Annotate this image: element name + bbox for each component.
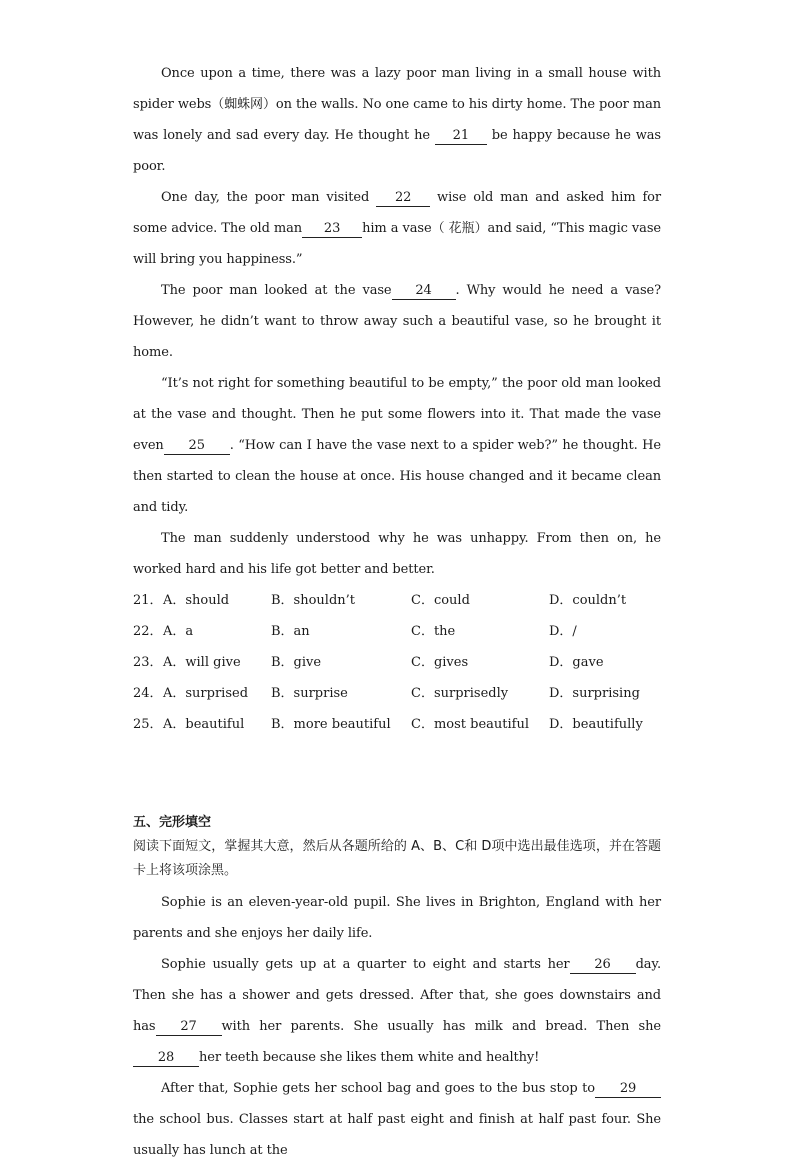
option-a[interactable]: A．beautiful	[163, 717, 245, 732]
option-a[interactable]: A．should	[163, 593, 230, 608]
paragraph: The man suddenly understood why he was unhappy. From then on, he worked hard and his life got better and better.	[133, 531, 661, 577]
paragraph-text: the school bus. Classes start at half past eight and finish at half past four. She usually has lunch at the	[133, 1112, 661, 1158]
question-number: 21．	[133, 593, 163, 608]
answer-options	[133, 585, 661, 740]
paragraph	[133, 58, 661, 182]
paragraph: Sophie is an eleven-year-old pupil. She lives in Brighton, England with her parents and she enjoys her daily life.	[133, 895, 661, 941]
question-number: 25．	[133, 717, 163, 732]
option-c[interactable]: C．could	[411, 593, 470, 608]
question-row	[133, 647, 661, 678]
paragraph-text: One day, the poor man visited	[161, 190, 377, 205]
paragraph	[133, 275, 661, 368]
blank-29[interactable]: 29	[595, 1081, 661, 1098]
paragraph-text: with her parents. She usually has milk and bread. Then she	[221, 1019, 661, 1034]
paragraph-text: . “How can I have the vase next to a spider web?” he thought. He then started to clean the house at once. His house changed and it became clean and tidy.	[133, 438, 661, 515]
blank-21[interactable]: 21	[435, 128, 487, 145]
blank-22[interactable]: 22	[376, 190, 430, 207]
option-a[interactable]: A．a	[163, 624, 194, 639]
option-c[interactable]: C．most beautiful	[411, 717, 529, 732]
paragraph-text: him a vase（ 花瓶）and said, “This magic vase will bring you happiness.”	[133, 221, 661, 267]
blank-28[interactable]: 28	[133, 1050, 199, 1067]
option-b[interactable]: B．more beautiful	[271, 717, 391, 732]
paragraph	[133, 1073, 661, 1166]
blank-27[interactable]: 27	[156, 1019, 222, 1036]
option-b[interactable]: B．give	[271, 655, 322, 670]
question-number: 22．	[133, 624, 163, 639]
section-instruction: 阅读下面短文，掌握其大意，然后从各题所给的 A、B、C和 D项中选出最佳选项，并在答题卡上将该项涂黑。	[133, 839, 661, 878]
paragraph-text: be happy because he was poor.	[133, 128, 661, 174]
question-number: 24．	[133, 686, 163, 701]
paragraph	[133, 182, 661, 275]
paragraph	[133, 368, 661, 523]
document-page	[133, 58, 661, 1166]
paragraph-text: Once upon a time, there was a lazy poor man living in a small house with spider webs（蜘蛛网）on the walls. No one came to his dirty home. The poor man was lonely and sad every day. He thought he	[133, 66, 661, 143]
paragraph-text: “It’s not right for something beautiful to be empty,” the poor old man looked at the vase and thought. Then he put some flowers into it. That made the vase even	[133, 376, 661, 453]
option-a[interactable]: A．surprised	[163, 686, 249, 701]
option-d[interactable]: D．surprising	[549, 686, 640, 701]
paragraph-text: her teeth because she likes them white and healthy!	[199, 1050, 540, 1065]
paragraph-text: After that, Sophie gets her school bag and goes to the bus stop to	[161, 1081, 595, 1096]
question-row	[133, 709, 661, 740]
option-b[interactable]: B．surprise	[271, 686, 348, 701]
question-number: 23．	[133, 655, 163, 670]
paragraph-text: wise old man and asked him for some advice. The old man	[133, 190, 662, 236]
paragraph-text: The poor man looked at the vase	[161, 283, 392, 298]
passage-1	[133, 58, 661, 585]
option-c[interactable]: C．the	[411, 624, 456, 639]
question-row	[133, 585, 661, 616]
question-row	[133, 678, 661, 709]
paragraph-text: day. Then she has a shower and gets dressed. After that, she goes downstairs and has	[133, 957, 661, 1034]
option-c[interactable]: C．gives	[411, 655, 469, 670]
blank-26[interactable]: 26	[570, 957, 636, 974]
blank-23[interactable]: 23	[302, 221, 362, 238]
question-row	[133, 616, 661, 647]
option-b[interactable]: B．shouldn’t	[271, 593, 356, 608]
option-d[interactable]: D．gave	[549, 655, 604, 670]
option-d[interactable]: D．couldn’t	[549, 593, 627, 608]
paragraph-text: . Why would he need a vase? However, he didn’t want to throw away such a beautiful vase, so he brought it home.	[133, 283, 661, 360]
option-d[interactable]: D．beautifully	[549, 717, 643, 732]
paragraph	[133, 949, 661, 1073]
blank-24[interactable]: 24	[392, 283, 456, 300]
option-c[interactable]: C．surprisedly	[411, 686, 509, 701]
section-title: 五、完形填空	[133, 815, 212, 830]
paragraph-text: Sophie usually gets up at a quarter to eight and starts her	[161, 957, 570, 972]
option-a[interactable]: A．will give	[163, 655, 241, 670]
blank-25[interactable]: 25	[164, 438, 230, 455]
passage-2	[133, 887, 661, 1166]
option-b[interactable]: B．an	[271, 624, 310, 639]
option-d[interactable]: D．/	[549, 624, 577, 639]
